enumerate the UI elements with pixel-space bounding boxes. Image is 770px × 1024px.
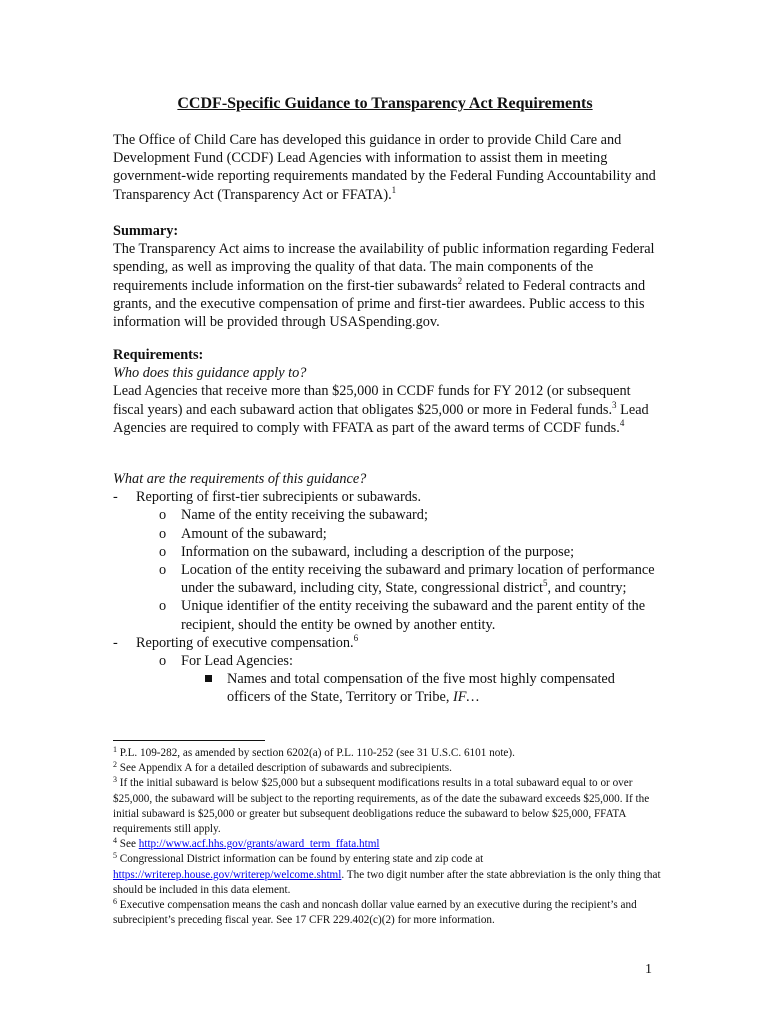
summary-text-b: related to Federal contracts and grants, and the executive compensation of prime and first-tier awardees. Public access to this information will be provided through USASpending.gov.: [113, 277, 646, 331]
o-bullet: o: [159, 543, 167, 560]
sub-list-text-cont: , and country;: [547, 580, 627, 597]
footnote-3: [113, 776, 661, 837]
o-bullet: o: [159, 525, 167, 542]
footnote-ref-3: 3: [612, 399, 617, 410]
footnote-ref-5: 5: [542, 578, 548, 589]
summary-section: [113, 222, 661, 331]
sub-list-text: Name of the entity receiving the subaward;: [181, 507, 428, 524]
list-item-text: [136, 634, 661, 652]
summary-paragraph: [113, 240, 661, 331]
acf-ffata-link[interactable]: http://www.acf.hhs.gov/grants/award_term_ffata.html: [138, 838, 380, 851]
footnote-6: [113, 898, 661, 928]
square-bullet-icon: [205, 675, 212, 682]
requirements-paragraph: [113, 382, 661, 437]
footnote-divider: [113, 740, 265, 741]
sub-sub-list-text-italic: IF…: [453, 689, 480, 706]
requirements-list-section: [113, 470, 661, 707]
footnote-number: 4: [113, 836, 117, 846]
requirements-heading: Requirements:: [113, 347, 204, 363]
o-bullet: o: [159, 562, 167, 579]
list-item: [113, 488, 661, 506]
requirements-text-b: Lead Agencies are required to comply with FFATA as part of the award terms of CCDF funds.: [113, 401, 649, 436]
list-item: [113, 634, 661, 652]
list-item-text: Reporting of first-tier subrecipients or subawards.: [136, 489, 422, 506]
footnote-ref-6: 6: [353, 632, 359, 643]
sub-list-item: [113, 543, 661, 561]
sub-list-text: For Lead Agencies:: [181, 653, 293, 670]
o-bullet: o: [159, 598, 167, 615]
intro-text: The Office of Child Care has developed this guidance in order to provide Child Care and Development Fund (CCDF) Lead Agencies with information to assist them in meeting government-wide reporting requirements mandated by the Federal Funding Accountability and Transparency Act (Transparency Act or FFATA).: [113, 132, 656, 203]
footnote-number: 1: [113, 745, 117, 754]
footnote-text: If the initial subaward is below $25,000 but a subsequent modifications results in a total subaward equal to or over $25,000, the subaward will be subject to the reporting requirements, as of the date the subaward exceeds $25,000. If the initial subaward is $25,000 or greater but subsequent deobligations reduce the subaward to below $25,000, FFATA requirements still apply.: [113, 777, 650, 836]
sub-list-text: Information on the subaward, including a description of the purpose;: [181, 543, 575, 560]
dash-bullet: -: [113, 489, 118, 506]
footnote-ref-4: 4: [619, 417, 625, 428]
question-who: Who does this guidance apply to?: [113, 365, 307, 382]
sub-list-item: [113, 525, 661, 543]
summary-text-a: The Transparency Act aims to increase the availability of public information regarding Federal spending, as well as improving the quality of that data. The main components of the requirements include information on the first-tier subawards: [113, 241, 655, 294]
footnotes: [113, 746, 661, 928]
summary-heading: Summary:: [113, 223, 179, 239]
requirements-text-a: Lead Agencies that receive more than $25,000 in CCDF funds for FY 2012 (or subsequent fiscal years) and each subaward action that obligates $25,000 or more in Federal funds.: [113, 383, 631, 418]
sub-sub-list-text: Names and total compensation of the five most highly compensated officers of the State, Territory or Tribe,: [227, 671, 615, 706]
footnote-2: [113, 761, 661, 776]
footnote-text: See Appendix A for a detailed description of subawards and subrecipients.: [117, 762, 452, 775]
footnote-text: P.L. 109-282, as amended by section 6202(a) of P.L. 110-252 (see 31 U.S.C. 6101 note).: [117, 747, 515, 759]
sub-list-item: [113, 652, 661, 670]
intro-section: [113, 131, 661, 204]
footnote-number: 5: [113, 851, 117, 861]
sub-list-item: [113, 597, 661, 633]
footnote-5: [113, 852, 661, 898]
sub-list-item: [113, 561, 661, 597]
page-number: 1: [645, 962, 652, 977]
writerep-link[interactable]: https://writerep.house.gov/writerep/welcome.shtml: [113, 868, 342, 881]
footnote-ref-2: 2: [457, 275, 463, 286]
footnote-text: Executive compensation means the cash and noncash dollar value earned by an executive during the recipient’s and subrecipient’s preceding fiscal year. See 17 CFR 229.402(c)(2) for more information.: [113, 899, 637, 927]
sub-list-text: Unique identifier of the entity receiving the subaward and the parent entity of the recipient, should the entity be owned by another entity.: [181, 598, 646, 633]
o-bullet: o: [159, 653, 167, 670]
footnote-4: [113, 837, 661, 852]
list-item-text-main: Reporting of executive compensation.: [136, 634, 354, 651]
footnote-ref-1: 1: [391, 184, 397, 195]
requirements-section: [113, 346, 661, 437]
footnote-1: [113, 746, 661, 761]
footnote-text: See: [117, 838, 139, 851]
sub-list-text: Amount of the subaward;: [181, 525, 327, 542]
dash-bullet: -: [113, 634, 118, 651]
sub-sub-list-item: [113, 670, 661, 706]
footnote-number: 6: [113, 897, 117, 907]
footnote-number: 3: [113, 775, 117, 785]
footnote-text: Congressional District information can be found by entering state and zip code at: [117, 853, 484, 866]
footnote-text-cont: . The two digit number after the state abbreviation is the only thing that should be included in this data element.: [113, 868, 661, 896]
intro-paragraph: [113, 131, 661, 204]
page-title: CCDF-Specific Guidance to Transparency Act Requirements: [177, 95, 593, 112]
sub-list-text: Location of the entity receiving the subaward and primary location of performance under the subaward, including city, State, congressional district: [181, 562, 655, 597]
footnote-number: 2: [113, 760, 117, 770]
question-what: What are the requirements of this guidance?: [113, 471, 367, 487]
o-bullet: o: [159, 507, 167, 524]
sub-list-item: [113, 506, 661, 524]
